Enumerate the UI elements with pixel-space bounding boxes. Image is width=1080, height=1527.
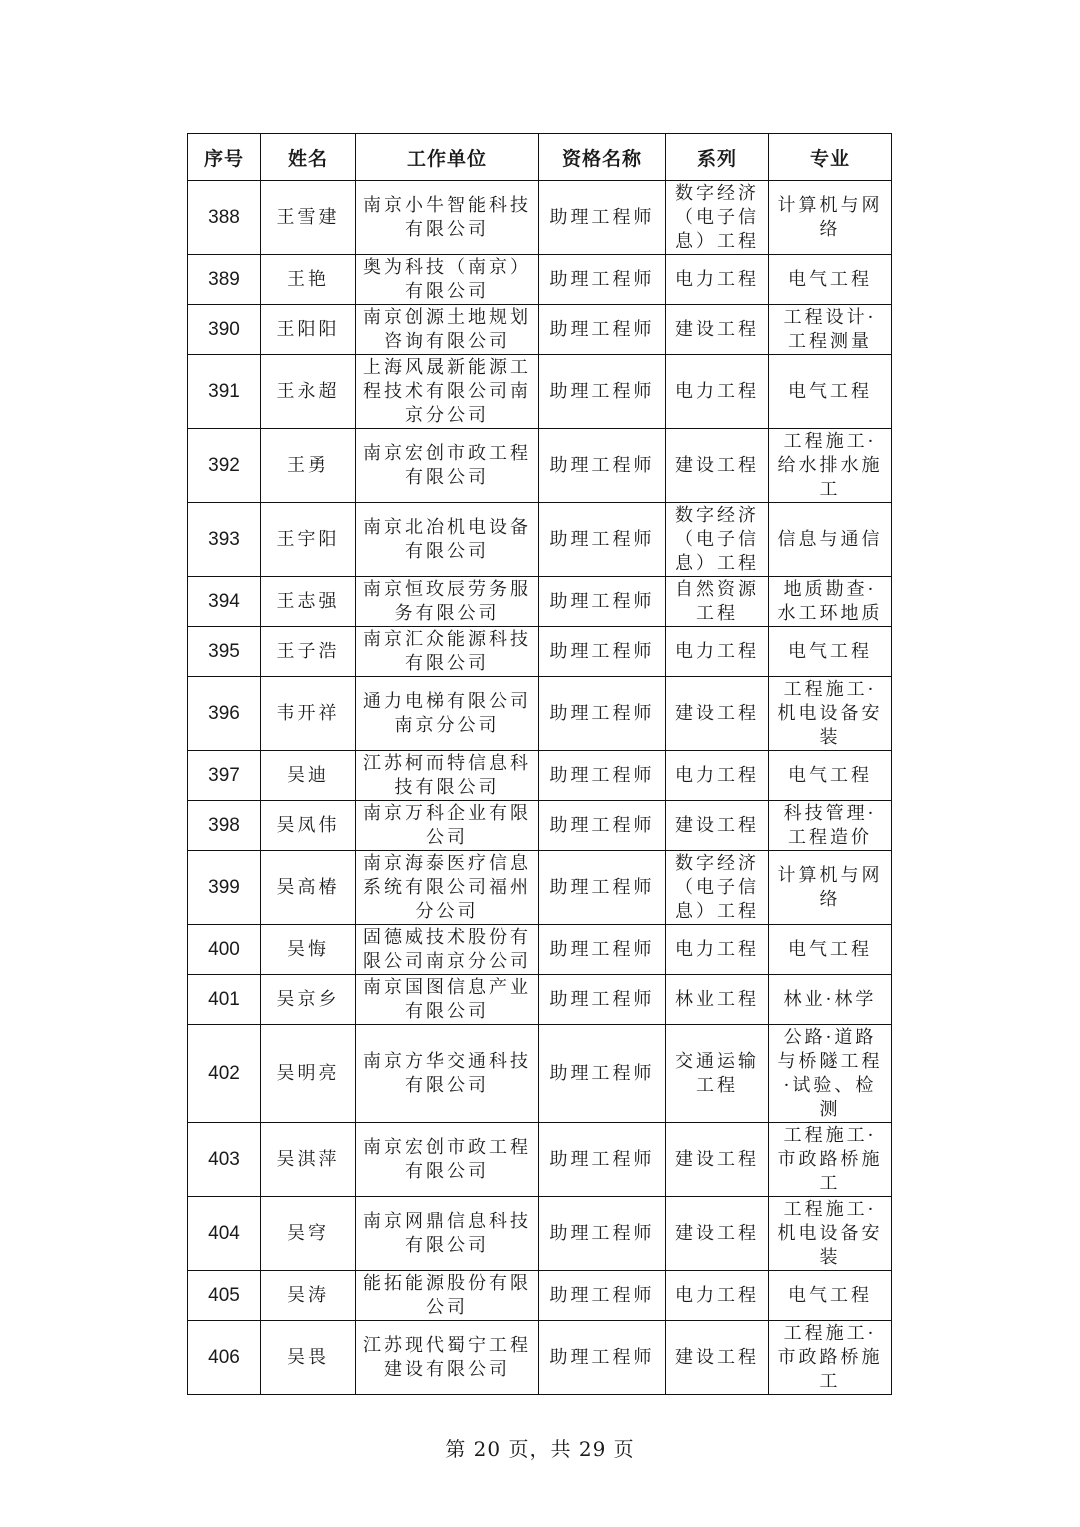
serial-cell: 404 <box>188 1197 261 1271</box>
series-cell: 电力工程 <box>666 627 769 677</box>
major-cell: 计算机与网络 <box>769 181 892 255</box>
series-cell: 建设工程 <box>666 1123 769 1197</box>
employer-cell: 南京宏创市政工程有限公司 <box>356 429 539 503</box>
name-cell: 吴涛 <box>261 1271 356 1321</box>
major-cell: 工程施工·市政路桥施工 <box>769 1321 892 1395</box>
table-row <box>188 627 892 677</box>
employer-cell: 固德威技术股份有限公司南京分公司 <box>356 925 539 975</box>
series-cell: 电力工程 <box>666 925 769 975</box>
employer-cell: 南京小牛智能科技有限公司 <box>356 181 539 255</box>
major-cell: 电气工程 <box>769 627 892 677</box>
series-cell: 建设工程 <box>666 801 769 851</box>
table-row <box>188 1123 892 1197</box>
table-row <box>188 503 892 577</box>
qualification-cell: 助理工程师 <box>539 975 666 1025</box>
qualification-cell: 助理工程师 <box>539 577 666 627</box>
employer-cell: 南京万科企业有限公司 <box>356 801 539 851</box>
series-cell: 数字经济（电子信息）工程 <box>666 851 769 925</box>
table-row <box>188 851 892 925</box>
series-cell: 电力工程 <box>666 751 769 801</box>
name-cell: 吴迪 <box>261 751 356 801</box>
qualification-cell: 助理工程师 <box>539 1025 666 1123</box>
major-cell: 电气工程 <box>769 925 892 975</box>
table-row <box>188 181 892 255</box>
serial-cell: 393 <box>188 503 261 577</box>
header-name: 姓名 <box>261 134 356 181</box>
name-cell: 王勇 <box>261 429 356 503</box>
series-cell: 数字经济（电子信息）工程 <box>666 503 769 577</box>
series-cell: 数字经济（电子信息）工程 <box>666 181 769 255</box>
major-cell: 信息与通信 <box>769 503 892 577</box>
serial-cell: 399 <box>188 851 261 925</box>
table-row <box>188 577 892 627</box>
serial-cell: 403 <box>188 1123 261 1197</box>
serial-cell: 391 <box>188 355 261 429</box>
qualification-cell: 助理工程师 <box>539 851 666 925</box>
name-cell: 吴淇萍 <box>261 1123 356 1197</box>
qualification-cell: 助理工程师 <box>539 305 666 355</box>
table-row <box>188 355 892 429</box>
qualification-cell: 助理工程师 <box>539 355 666 429</box>
major-cell: 电气工程 <box>769 255 892 305</box>
major-cell: 科技管理·工程造价 <box>769 801 892 851</box>
employer-cell: 上海风晟新能源工程技术有限公司南京分公司 <box>356 355 539 429</box>
major-cell: 电气工程 <box>769 355 892 429</box>
major-cell: 电气工程 <box>769 751 892 801</box>
serial-cell: 396 <box>188 677 261 751</box>
qualification-cell: 助理工程师 <box>539 677 666 751</box>
series-cell: 电力工程 <box>666 355 769 429</box>
series-cell: 电力工程 <box>666 1271 769 1321</box>
name-cell: 韦开祥 <box>261 677 356 751</box>
table-row <box>188 429 892 503</box>
series-cell: 建设工程 <box>666 429 769 503</box>
name-cell: 吴凤伟 <box>261 801 356 851</box>
serial-cell: 388 <box>188 181 261 255</box>
major-cell: 工程施工·市政路桥施工 <box>769 1123 892 1197</box>
employer-cell: 南京海泰医疗信息系统有限公司福州分公司 <box>356 851 539 925</box>
qualification-cell: 助理工程师 <box>539 801 666 851</box>
serial-cell: 401 <box>188 975 261 1025</box>
major-cell: 公路·道路与桥隧工程·试验、检测 <box>769 1025 892 1123</box>
employer-cell: 南京汇众能源科技有限公司 <box>356 627 539 677</box>
serial-cell: 402 <box>188 1025 261 1123</box>
qualification-cell: 助理工程师 <box>539 1123 666 1197</box>
table-row <box>188 1271 892 1321</box>
serial-cell: 406 <box>188 1321 261 1395</box>
name-cell: 王艳 <box>261 255 356 305</box>
name-cell: 王阳阳 <box>261 305 356 355</box>
major-cell: 工程施工·机电设备安装 <box>769 1197 892 1271</box>
employer-cell: 江苏现代蜀宁工程建设有限公司 <box>356 1321 539 1395</box>
qualification-cell: 助理工程师 <box>539 925 666 975</box>
header-qualification: 资格名称 <box>539 134 666 181</box>
table-row <box>188 677 892 751</box>
major-cell: 计算机与网络 <box>769 851 892 925</box>
qualification-cell: 助理工程师 <box>539 627 666 677</box>
employer-cell: 南京国图信息产业有限公司 <box>356 975 539 1025</box>
series-cell: 林业工程 <box>666 975 769 1025</box>
serial-cell: 395 <box>188 627 261 677</box>
page-footer: 第 20 页，共 29 页 <box>445 1437 635 1461</box>
major-cell: 工程施工·机电设备安装 <box>769 677 892 751</box>
qualification-cell: 助理工程师 <box>539 1197 666 1271</box>
header-employer: 工作单位 <box>356 134 539 181</box>
series-cell: 建设工程 <box>666 1197 769 1271</box>
header-series: 系列 <box>666 134 769 181</box>
table-row <box>188 1025 892 1123</box>
major-cell: 工程设计·工程测量 <box>769 305 892 355</box>
series-cell: 建设工程 <box>666 305 769 355</box>
name-cell: 王子浩 <box>261 627 356 677</box>
employer-cell: 南京恒玫辰劳务服务有限公司 <box>356 577 539 627</box>
table-row <box>188 751 892 801</box>
table-row <box>188 255 892 305</box>
qualification-cell: 助理工程师 <box>539 1321 666 1395</box>
table-header-row <box>188 134 892 181</box>
table-row <box>188 925 892 975</box>
serial-cell: 397 <box>188 751 261 801</box>
serial-cell: 390 <box>188 305 261 355</box>
employer-cell: 江苏柯而特信息科技有限公司 <box>356 751 539 801</box>
table-row <box>188 1321 892 1395</box>
header-serial: 序号 <box>188 134 261 181</box>
major-cell: 林业·林学 <box>769 975 892 1025</box>
table-row <box>188 1197 892 1271</box>
qualification-cell: 助理工程师 <box>539 1271 666 1321</box>
series-cell: 电力工程 <box>666 255 769 305</box>
name-cell: 吴穹 <box>261 1197 356 1271</box>
employer-cell: 南京北冶机电设备有限公司 <box>356 503 539 577</box>
serial-cell: 398 <box>188 801 261 851</box>
series-cell: 建设工程 <box>666 1321 769 1395</box>
employer-cell: 通力电梯有限公司南京分公司 <box>356 677 539 751</box>
table-row <box>188 305 892 355</box>
name-cell: 王宇阳 <box>261 503 356 577</box>
qualification-cell: 助理工程师 <box>539 255 666 305</box>
name-cell: 吴悔 <box>261 925 356 975</box>
name-cell: 王志强 <box>261 577 356 627</box>
major-cell: 地质勘查·水工环地质 <box>769 577 892 627</box>
serial-cell: 392 <box>188 429 261 503</box>
serial-cell: 405 <box>188 1271 261 1321</box>
employer-cell: 能拓能源股份有限公司 <box>356 1271 539 1321</box>
employer-cell: 南京方华交通科技有限公司 <box>356 1025 539 1123</box>
roster-table <box>187 133 892 1395</box>
series-cell: 自然资源工程 <box>666 577 769 627</box>
employer-cell: 南京创源土地规划咨询有限公司 <box>356 305 539 355</box>
name-cell: 吴明亮 <box>261 1025 356 1123</box>
name-cell: 吴高椿 <box>261 851 356 925</box>
series-cell: 交通运输工程 <box>666 1025 769 1123</box>
qualification-cell: 助理工程师 <box>539 181 666 255</box>
table-row <box>188 801 892 851</box>
table-row <box>188 975 892 1025</box>
qualification-cell: 助理工程师 <box>539 429 666 503</box>
qualification-cell: 助理工程师 <box>539 503 666 577</box>
serial-cell: 389 <box>188 255 261 305</box>
name-cell: 吴畏 <box>261 1321 356 1395</box>
serial-cell: 400 <box>188 925 261 975</box>
serial-cell: 394 <box>188 577 261 627</box>
series-cell: 建设工程 <box>666 677 769 751</box>
major-cell: 工程施工·给水排水施工 <box>769 429 892 503</box>
name-cell: 吴京乡 <box>261 975 356 1025</box>
header-major: 专业 <box>769 134 892 181</box>
qualification-cell: 助理工程师 <box>539 751 666 801</box>
major-cell: 电气工程 <box>769 1271 892 1321</box>
name-cell: 王雪建 <box>261 181 356 255</box>
employer-cell: 奥为科技（南京）有限公司 <box>356 255 539 305</box>
employer-cell: 南京宏创市政工程有限公司 <box>356 1123 539 1197</box>
employer-cell: 南京网鼎信息科技有限公司 <box>356 1197 539 1271</box>
name-cell: 王永超 <box>261 355 356 429</box>
